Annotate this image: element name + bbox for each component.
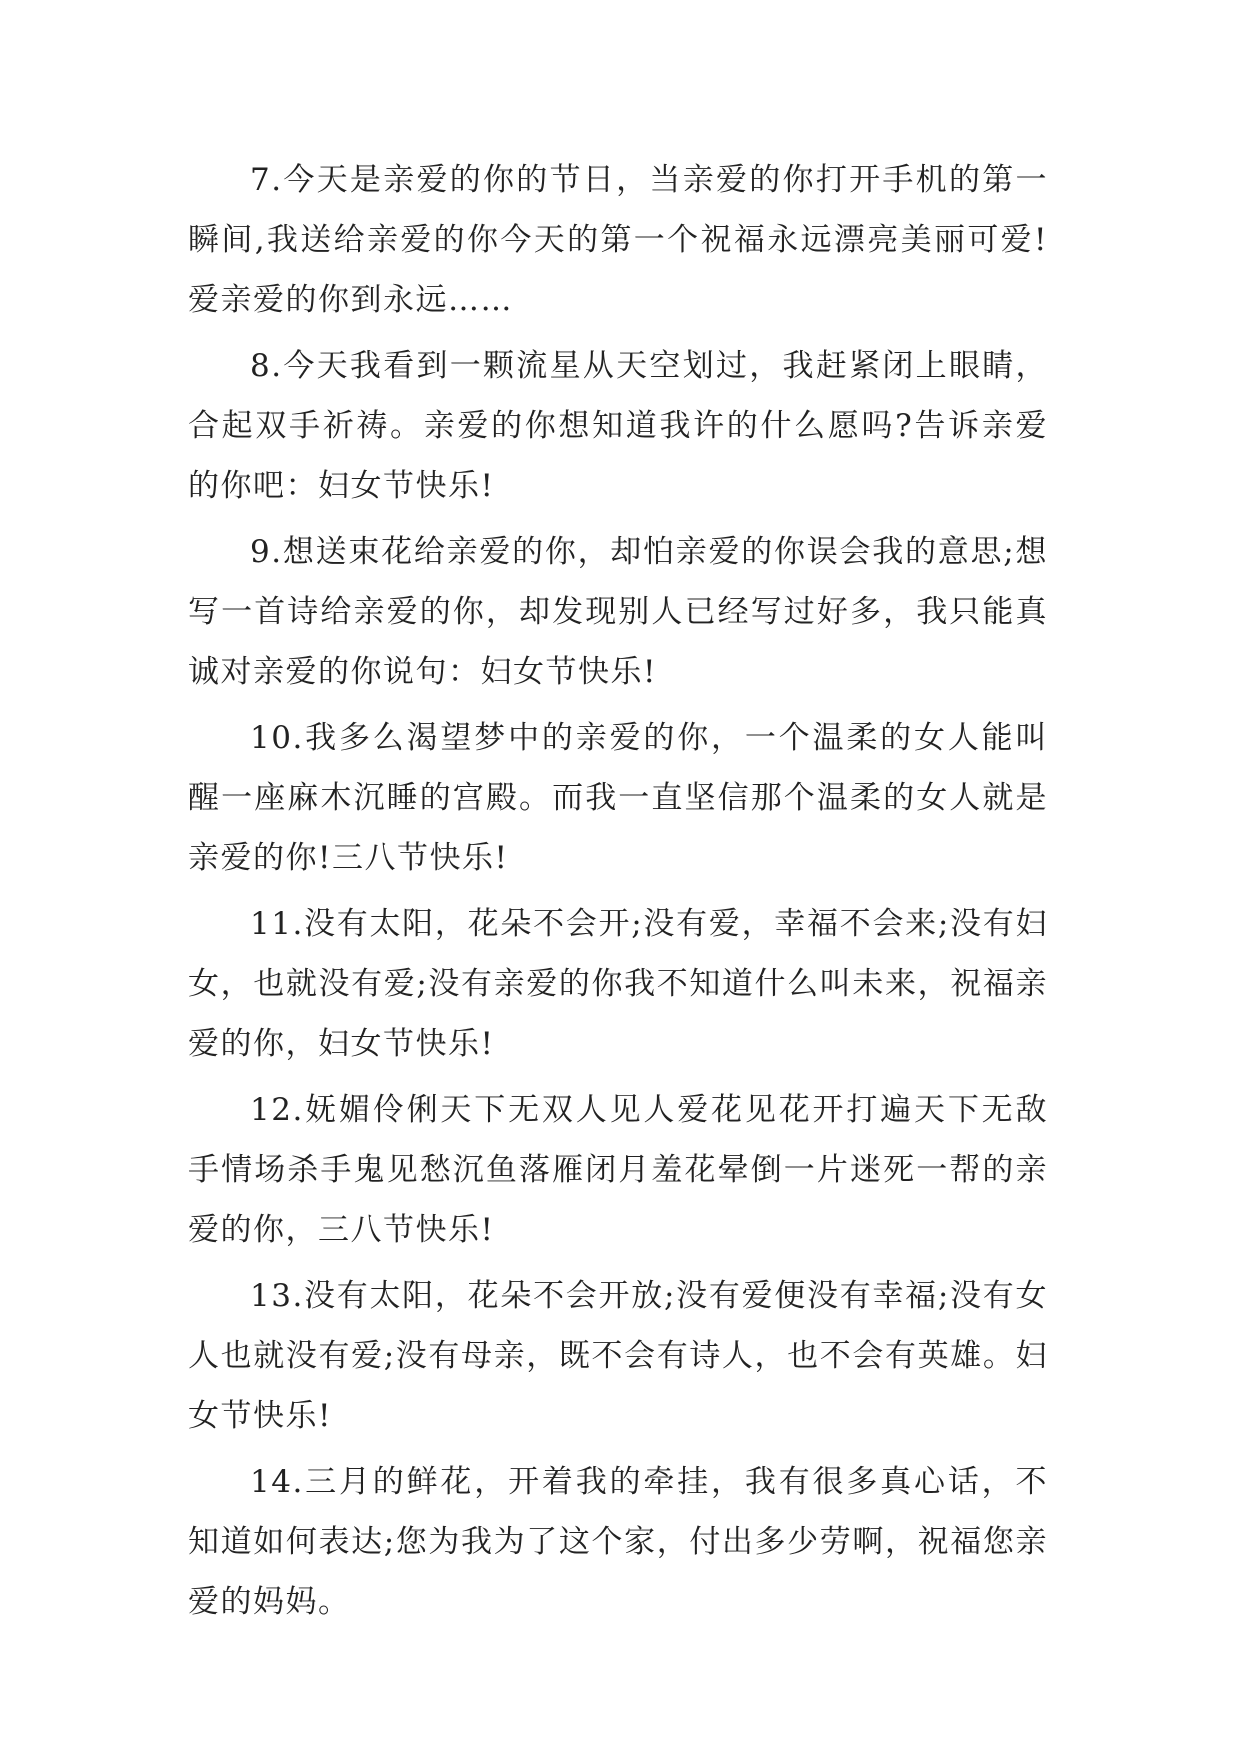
document-body — [188, 150, 1048, 1638]
paragraph-7: 7.今天是亲爱的你的节日，当亲爱的你打开手机的第一瞬间,我送给亲爱的你今天的第一个祝福永远漂亮美丽可爱!爱亲爱的你到永远…… — [188, 162, 1048, 318]
paragraph-10: 10.我多么渴望梦中的亲爱的你，一个温柔的女人能叫醒一座麻木沉睡的宫殿。而我一直坚信那个温柔的女人就是亲爱的你!三八节快乐! — [188, 720, 1048, 876]
paragraph-14: 14.三月的鲜花，开着我的牵挂，我有很多真心话，不知道如何表达;您为我为了这个家，付出多少劳啊，祝福您亲爱的妈妈。 — [188, 1464, 1048, 1620]
paragraph-9: 9.想送束花给亲爱的你，却怕亲爱的你误会我的意思;想写一首诗给亲爱的你，却发现别人已经写过好多，我只能真诚对亲爱的你说句：妇女节快乐! — [188, 534, 1048, 690]
paragraph-8: 8.今天我看到一颗流星从天空划过，我赶紧闭上眼睛，合起双手祈祷。亲爱的你想知道我许的什么愿吗?告诉亲爱的你吧：妇女节快乐! — [188, 348, 1048, 504]
paragraph-11: 11.没有太阳，花朵不会开;没有爱，幸福不会来;没有妇女，也就没有爱;没有亲爱的你我不知道什么叫未来，祝福亲爱的你，妇女节快乐! — [188, 906, 1048, 1062]
paragraph-13: 13.没有太阳，花朵不会开放;没有爱便没有幸福;没有女人也就没有爱;没有母亲，既不会有诗人，也不会有英雄。妇女节快乐! — [188, 1278, 1048, 1434]
paragraph-12: 12.妩媚伶俐天下无双人见人爱花见花开打遍天下无敌手情场杀手鬼见愁沉鱼落雁闭月羞花晕倒一片迷死一帮的亲爱的你，三八节快乐! — [188, 1092, 1048, 1248]
